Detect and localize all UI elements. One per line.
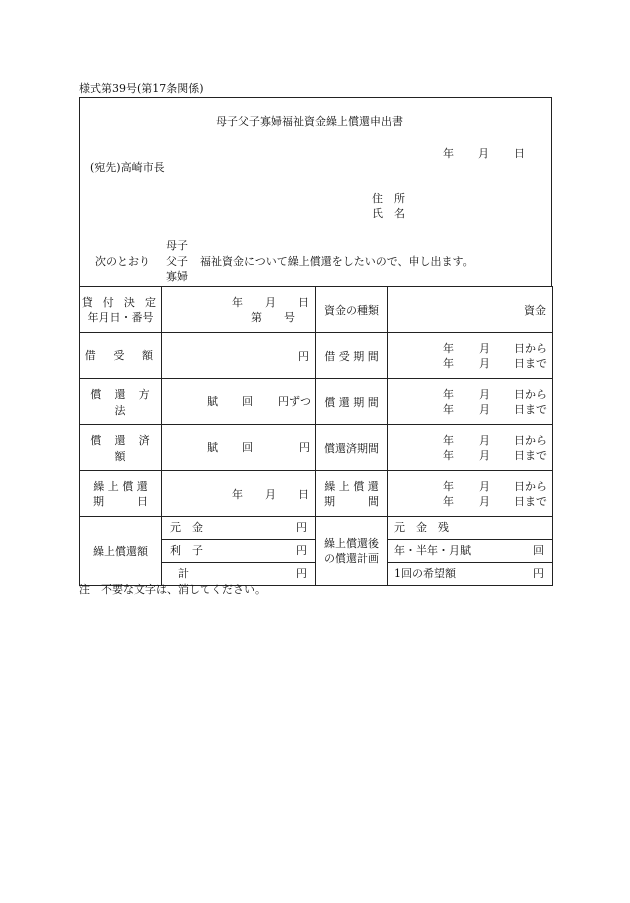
plan-hope-amount-field[interactable]: 1回の希望額 円 [388, 563, 553, 586]
date-year: 年 [443, 147, 454, 160]
loan-decision-value[interactable]: 年 月 日 第 号 [162, 287, 316, 333]
fund-type-fushi: 父子 [166, 255, 188, 268]
early-repay-period-label: 繰 上 償 還 期 間 [316, 471, 388, 517]
table-row [80, 379, 553, 425]
early-repay-period-value[interactable]: 年 月 日から 年 月 日まで [388, 471, 553, 517]
statement-prefix: 次のとおり [95, 255, 150, 268]
table-row [80, 287, 553, 333]
fund-type-kafu: 寡婦 [166, 270, 188, 283]
repaid-amount-value[interactable]: 賦 回 円 [162, 425, 316, 471]
early-repay-date-label: 繰 上 償 還 期 日 [80, 471, 162, 517]
early-repay-amount-label: 繰上償還額 [80, 517, 162, 586]
repaid-period-value[interactable]: 年 月 日から 年 月 日まで [388, 425, 553, 471]
loan-period-value[interactable]: 年 月 日から 年 月 日まで [388, 333, 553, 379]
name-label: 氏 名 [372, 207, 405, 220]
table-row [80, 517, 553, 540]
date-day: 日 [514, 147, 525, 160]
form-label: 様式第39号(第17条関係) [79, 82, 204, 95]
principal-field[interactable]: 元 金 円 [162, 517, 316, 540]
repay-period-label: 償 還 期 間 [316, 379, 388, 425]
document-title: 母子父子寡婦福祉資金繰上償還申出書 [216, 115, 403, 128]
early-repay-date-value[interactable]: 年 月 日 [162, 471, 316, 517]
fund-kind-label: 資金の種類 [316, 287, 388, 333]
loan-amount-value[interactable]: 円 [162, 333, 316, 379]
statement-text: 福祉資金について繰上償還をしたいので、申し出ます。 [200, 255, 474, 268]
repay-method-label: 償 還 方 法 [80, 379, 162, 425]
repay-period-value[interactable]: 年 月 日から 年 月 日まで [388, 379, 553, 425]
repaid-amount-label: 償 還 済 額 [80, 425, 162, 471]
application-table [79, 286, 553, 586]
interest-field[interactable]: 利 子 円 [162, 540, 316, 563]
repay-plan-label: 繰上償還後 の償還計画 [316, 517, 388, 586]
repay-method-value[interactable]: 賦 回 円ずつ [162, 379, 316, 425]
total-field[interactable]: 計 円 [162, 563, 316, 586]
date-month: 月 [478, 147, 489, 160]
footnote: 注 不要な文字は、消してください。 [79, 583, 266, 596]
fund-kind-value[interactable]: 資金 [388, 287, 553, 333]
fund-type-boshi: 母子 [166, 239, 188, 252]
plan-frequency-field[interactable]: 年・半年・月賦 回 [388, 540, 553, 563]
table-row [80, 425, 553, 471]
loan-period-label: 借 受 期 間 [316, 333, 388, 379]
loan-amount-label: 借 受 額 [80, 333, 162, 379]
table-row [80, 471, 553, 517]
plan-remaining-field[interactable]: 元 金 残 [388, 517, 553, 540]
loan-decision-label: 貸 付 決 定 年月日・番号 [80, 287, 162, 333]
address-label: 住 所 [372, 192, 405, 205]
addressee: (宛先)高崎市長 [90, 161, 165, 174]
table-row [80, 333, 553, 379]
repaid-period-label: 償還済期間 [316, 425, 388, 471]
